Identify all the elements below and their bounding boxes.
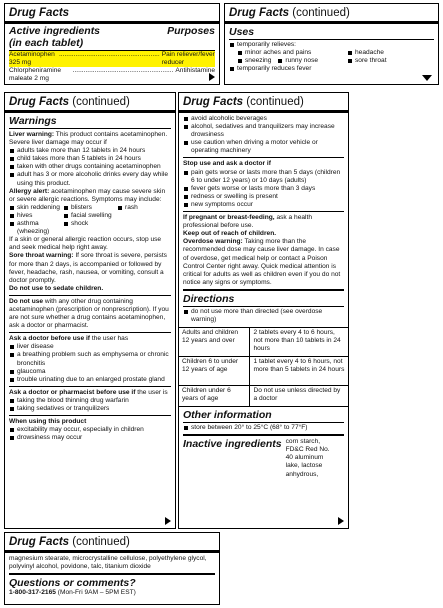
warning-item: alcohol, sedatives and tranquilizers may increase drowsiness [183,123,344,139]
liver-item: adults take more than 12 tablets in 24 hours [9,147,171,155]
sedate-warning: Do not use to sedate children. [9,284,104,292]
ask-doctor-item: trouble urinating due to an enlarged prostate gland [9,376,171,384]
allergy-end: If a skin or general allergic reaction occurs, stop use and seek medical help right away. [9,236,162,252]
ask-doctor-text: the user has [91,335,129,343]
down-arrow-icon [422,75,432,81]
allergy-item: shock [63,220,117,236]
table-cell: 1 tablet every 4 to 6 hours, not more than 5 tablets in 24 hours [250,357,348,386]
title-text: Drug Facts [229,7,290,19]
active-ingredients-heading: Active ingredients [9,25,101,37]
next-arrow-icon [165,517,171,525]
do-not-use-text: with any other drug containing acetaminophen (prescription or nonprescription). If you are not sure whether a drug contains acetaminophen, ask a doctor or pharmacist. [9,297,169,330]
warning-item: avoid alcoholic beverages [183,115,344,123]
other-information-heading: Other information [183,409,272,422]
ingredient-row: Chlorpheniramine maleate 2 mg ....................................................... Antihistamine [9,67,215,83]
panel-title: Drug Facts [5,4,219,24]
uses-subitem: sore throat [347,57,434,65]
panel-title [179,93,348,113]
allergy-item: facial swelling [63,212,171,220]
continued-text: (continued) [72,96,130,108]
stop-use-item: new symptoms occur [183,201,344,209]
table-row [179,357,348,386]
liver-warning [9,131,171,147]
allergy-item: rash [117,204,171,212]
warnings-heading: Warnings [9,115,57,127]
ask-doctor-item: liver disease [9,343,171,351]
ingredient-purpose: Antihistamine [175,67,215,75]
stop-use-item: redness or swelling is present [183,193,344,201]
liver-warning-text: This product contains acetaminophen. Severe liver damage may occur if [9,131,168,147]
stop-use: Stop use and ask a doctor if [183,160,271,168]
allergy-alert [9,188,171,204]
sore-throat-warning [9,252,171,284]
inactive-ingredients-heading: Inactive ingredients [183,438,282,451]
allergy-item: asthma (wheezing) [9,220,63,236]
uses-item: temporarily relieves: [229,41,434,49]
overdose-text: Taking more than the recommended dose may cause liver damage. In case of overdose, get medical help or contact a Poison Control Center right away. Quick medical attention is critical for adults as well as children even if you do not notice any signs or symptoms. [183,238,341,286]
contact-hours: (Mon-Fri 9AM – 5PM EST) [57,589,136,597]
pregnant-text: ask a health professional before use. [183,214,312,230]
overdose-warning [183,238,344,287]
allergy-text: acetaminophen may cause severe skin or severe allergic reactions. Symptoms may include: [9,187,166,203]
drug-facts-panel-2 [224,3,439,85]
active-ingredients-sub: (in each tablet) [9,37,84,49]
when-using-item: drowsiness may occur [9,434,171,442]
inactive-continued-text: magnesium stearate, microcrystalline cellulose, polyethylene glycol, polyvinyl alcohol, povidone, talc, titanium dioxide [9,555,207,571]
next-arrow-icon [209,73,215,81]
ingredient-purpose: Pain reliever/fever reducer [161,51,215,67]
pregnant [183,214,344,230]
drug-facts-panel-3 [4,92,176,529]
throat-label: Sore throat warning: [9,252,74,260]
directions-table [179,327,348,407]
ask-pharmacist-label: Ask a doctor or pharmacist before use if [9,388,136,396]
ask-doctor [9,335,171,343]
purposes-heading: Purposes [167,25,215,37]
directions-item: do not use more than directed (see overdose warning) [183,308,344,324]
title-text: Drug Facts [9,536,70,548]
uses-subitem: runny nose [277,57,318,65]
table-row [179,328,348,357]
ingredient-name: Acetaminophen 325 mg [9,51,55,67]
uses-subitem: sneezing [237,57,271,65]
title-text: Drug Facts [9,96,70,108]
uses-subitem: headache [347,49,434,57]
continued-text: (continued) [292,7,350,19]
uses-subitem: minor aches and pains [237,49,347,57]
table-cell: Adults and children 12 years and over [179,328,250,357]
uses-item: temporarily reduces fever [229,65,434,73]
questions-heading: Questions or comments? [9,577,136,590]
ask-pharmacist-item: taking sedatives or tranquilizers [9,405,171,413]
ask-doctor-item: glaucoma [9,368,171,376]
ask-pharmacist [9,389,171,397]
overdose-label: Overdose warning: [183,238,243,246]
ask-doctor-item: a breathing problem such as emphysema or chronic bronchitis [9,351,171,367]
drug-facts-panel-4 [178,92,349,529]
inactive-ingredients-text: corn starch, FD&C Red No. 40 aluminum lake, lactose anhydrous, [285,438,330,478]
directions-heading: Directions [183,292,235,305]
drug-facts-panel-1 [4,3,220,85]
drug-facts-panel-5 [4,532,220,605]
warning-item: use caution when driving a motor vehicle or operating machinery [183,139,344,155]
panel-title [225,4,438,24]
ask-doctor-label: Ask a doctor before use if [9,335,90,343]
liver-warning-label: Liver warning: [9,131,55,138]
continued-text: (continued) [246,96,304,108]
next-arrow-icon [338,517,344,525]
liver-item: taken with other drugs containing acetaminophen [9,163,171,171]
table-row [179,386,348,407]
when-using-item: excitability may occur, especially in children [9,426,171,434]
table-cell: 2 tablets every 4 to 6 hours, not more than 10 tablets in 24 hours [250,328,348,357]
allergy-item: blisters [63,204,117,212]
contact-line [9,589,215,597]
ingredient-row-highlighted: Acetaminophen 325 mg ....................................................... Pain reliever/fever reducer [9,51,215,67]
uses-heading: Uses [229,26,255,38]
allergy-label: Allergy alert: [9,187,50,195]
phone-number[interactable]: 1-800-317-2165 [9,589,56,597]
panel-title [5,533,219,553]
title-text: Drug Facts [183,96,244,108]
do-not-use-label: Do not use [9,297,44,305]
ask-pharmacist-item: taking the blood thinning drug warfarin [9,397,171,405]
panel-title [5,93,175,113]
continued-text: (continued) [72,536,130,548]
ask-pharmacist-text: the user is [137,388,168,396]
table-cell: Do not use unless directed by a doctor [250,386,348,407]
other-information-item: store between 20° to 25°C (68° to 77°F) [183,424,344,432]
throat-text: If sore throat is severe, persists for more than 2 days, is accompanied or followed by fever, headache, rash, nausea, or vomiting, consult a doctor promptly. [9,252,167,284]
pregnant-label: If pregnant or breast-feeding, [183,214,275,222]
allergy-item: skin reddening [9,204,63,212]
table-cell: Children under 6 years of age [179,386,250,407]
ingredient-name: Chlorpheniramine maleate 2 mg [9,67,62,83]
when-using: When using this product [9,418,87,426]
stop-use-item: fever gets worse or lasts more than 3 days [183,185,344,193]
table-cell: Children 6 to under 12 years of age [179,357,250,386]
reach-of-children: Keep out of reach of children. [183,230,277,238]
liver-item: adult has 3 or more alcoholic drinks every day while using this product. [9,171,171,187]
allergy-item: hives [9,212,63,220]
do-not-use [9,298,171,330]
liver-item: child takes more than 5 tablets in 24 hours [9,155,171,163]
stop-use-item: pain gets worse or lasts more than 5 days (children 6 to under 12 years) or 10 days (adults) [183,169,344,185]
